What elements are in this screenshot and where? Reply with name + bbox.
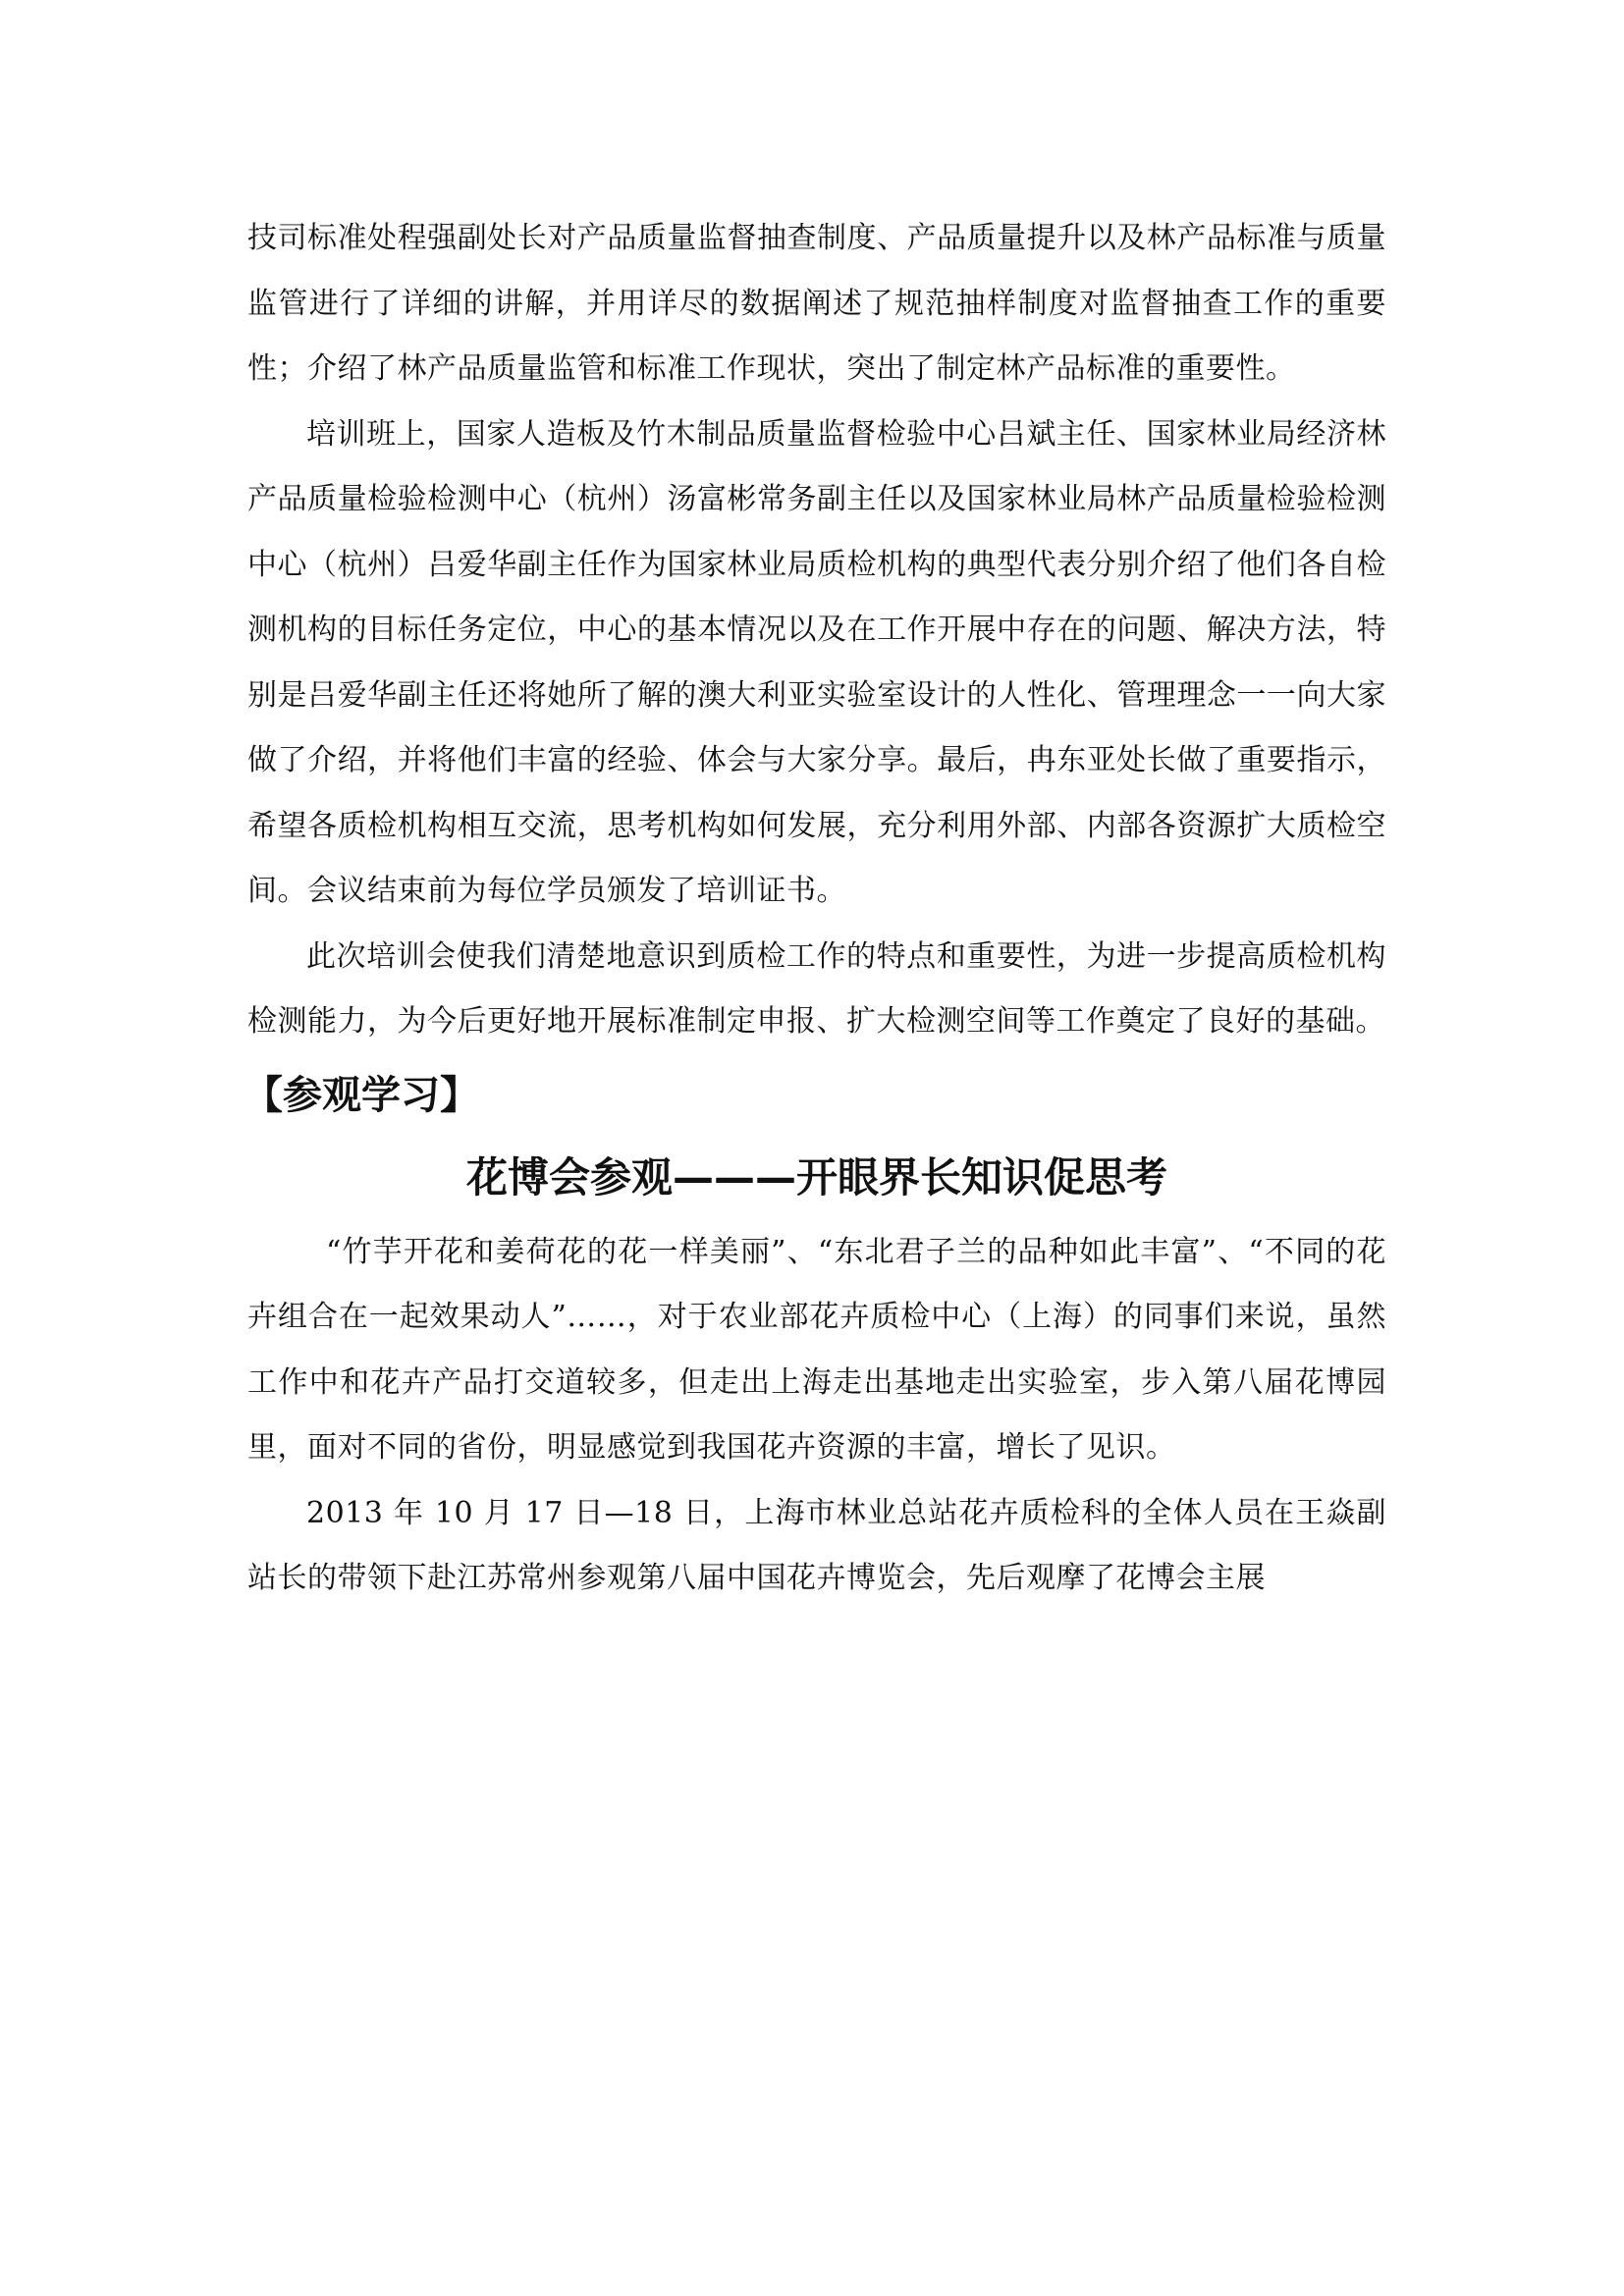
paragraph-flower-expo-visit: 2013 年 10 月 17 日—18 日，上海市林业总站花卉质检科的全体人员在王焱副站长的带领下赴江苏常州参观第八届中国花卉博览会，先后观摩了花博会主展 <box>247 1495 1386 1595</box>
paragraph-product-quality-lecture: 技司标准处程强副处长对产品质量监督抽查制度、产品质量提升以及林产品标准与质量监管进行了详细的讲解，并用详尽的数据阐述了规范抽样制度对监督抽查工作的重要性；介绍了林产品质量监管和标准工作现状，突出了制定林产品标准的重要性。 <box>247 221 1386 386</box>
paragraph-flower-expo-intro: “竹芋开花和姜荷花的花一样美丽”、“东北君子兰的品种如此丰富”、“不同的花卉组合在一起效果动人”……，对于农业部花卉质检中心（上海）的同事们来说，虽然工作中和花卉产品打交道较多，但走出上海走出基地走出实验室，步入第八届花博园里，面对不同的省份，明显感觉到我国花卉资源的丰富，增长了见识。 <box>247 1234 1386 1465</box>
section-heading: 【参观学习】 <box>244 1072 479 1118</box>
paragraph-training-class: 培训班上，国家人造板及竹木制品质量监督检验中心吕斌主任、国家林业局经济林产品质量检验检测中心（杭州）汤富彬常务副主任以及国家林业局林产品质量检验检测中心（杭州）吕爱华副主任作为国家林业局质检机构的典型代表分别介绍了他们各自检测机构的目标任务定位，中心的基本情况以及在工作开展中存在的问题、解决方法，特别是吕爱华副主任还将她所了解的澳大利亚实验室设计的人性化、管理理念一一向大家做了介绍，并将他们丰富的经验、体会与大家分享。最后，冉东亚处长做了重要指示，希望各质检机构相互交流，思考机构如何发展，充分利用外部、内部各资源扩大质检空间。会议结束前为每位学员颁发了培训证书。 <box>247 416 1386 908</box>
document-page <box>244 206 1386 1612</box>
article-title: 花博会参观———开眼界长知识促思考 <box>465 1152 1167 1201</box>
paragraph-training-summary: 此次培训会使我们清楚地意识到质检工作的特点和重要性，为进一步提高质检机构检测能力，为今后更好地开展标准制定申报、扩大检测空间等工作奠定了良好的基础。 <box>247 938 1386 1039</box>
